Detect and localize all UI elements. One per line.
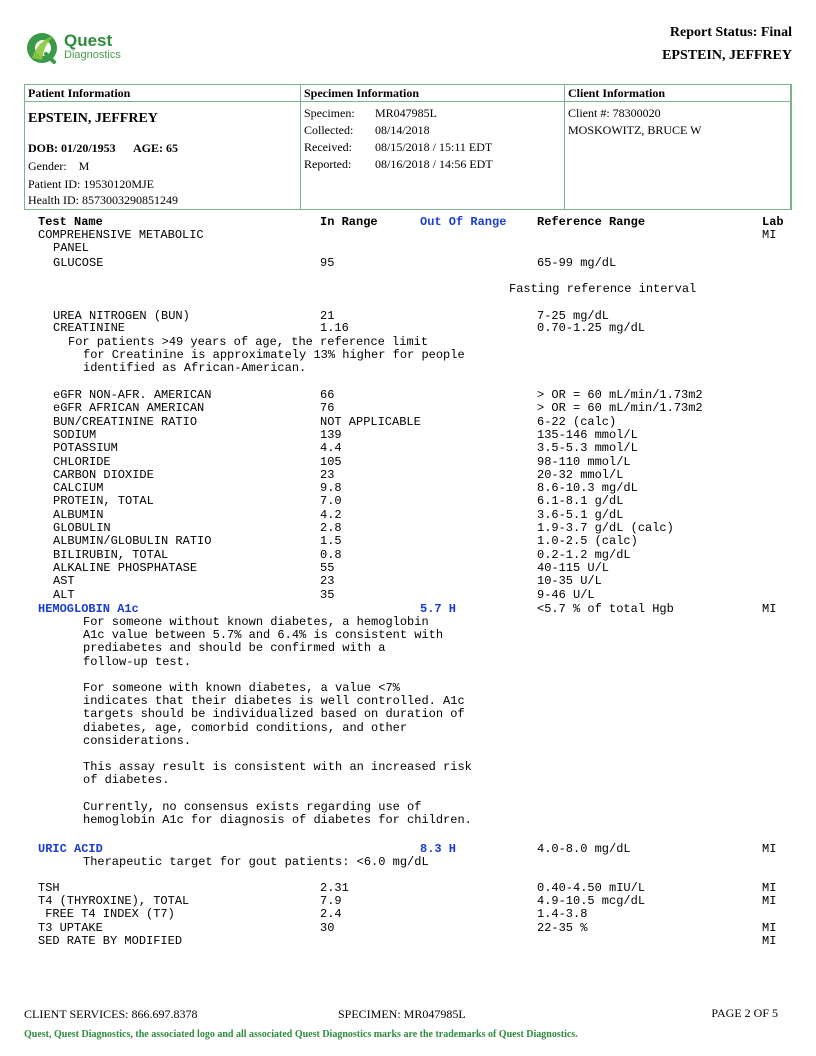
- thyroid-value: 2.4: [320, 907, 342, 922]
- creatinine-note-3: identified as African-American.: [83, 361, 307, 375]
- result-name: BILIRUBIN, TOTAL: [53, 547, 169, 562]
- result-value: 23: [320, 467, 335, 482]
- thyroid-ref: 4.9-10.5 mcg/dL: [537, 894, 646, 909]
- result-ref: 1.9-3.7 g/dL (calc): [537, 521, 674, 535]
- result-name: CHLORIDE: [53, 454, 111, 469]
- thyroid-lab: MI: [762, 881, 777, 895]
- col-reference-range: Reference Range: [537, 215, 646, 229]
- specimen-value: MR047985L: [375, 106, 438, 120]
- result-name: AST: [53, 574, 75, 589]
- patient-name: EPSTEIN, JEFFREY: [28, 111, 158, 126]
- cmp-lab: MI: [762, 228, 777, 242]
- header-patient-name: EPSTEIN, JEFFREY: [662, 48, 792, 63]
- a1c-ref: <5.7 % of total Hgb: [537, 602, 674, 616]
- patient-gender: Gender: M: [28, 159, 90, 173]
- a1c-note-line: targets should be individualized based on duration of: [83, 707, 465, 722]
- result-name: eGFR AFRICAN AMERICAN: [53, 401, 205, 416]
- thyroid-name: T3 UPTAKE: [38, 920, 103, 935]
- result-value: 23: [320, 574, 335, 589]
- footer-client-services: CLIENT SERVICES: 866.697.8378: [24, 1007, 198, 1021]
- result-ref: 6.1-8.1 g/dL: [537, 494, 624, 509]
- result-name: PROTEIN, TOTAL: [53, 494, 154, 509]
- received-label: Received:: [304, 140, 352, 154]
- info-table: [24, 84, 792, 210]
- result-value: 9.8: [320, 481, 342, 496]
- reported-label: Reported:: [304, 157, 352, 171]
- a1c-note-line: considerations.: [83, 733, 192, 748]
- reported-value: 08/16/2018 / 14:56 EDT: [375, 157, 493, 171]
- col-lab: Lab: [762, 215, 784, 229]
- result-ref: 40-115 U/L: [537, 560, 610, 575]
- result-value: 139: [320, 427, 342, 442]
- patient-id: Patient ID: 19530120MJE: [28, 177, 154, 191]
- result-ref: > OR = 60 mL/min/1.73m2: [537, 388, 703, 402]
- creatinine-value: 1.16: [320, 321, 349, 335]
- result-value: 2.8: [320, 521, 342, 535]
- thyroid-name: FREE T4 INDEX (T7): [38, 907, 175, 922]
- cmp-title-1: COMPREHENSIVE METABOLIC: [38, 228, 204, 242]
- thyroid-ref: 22-35 %: [537, 920, 588, 935]
- glucose-ref: 65-99 mg/dL: [537, 256, 617, 270]
- result-ref: > OR = 60 mL/min/1.73m2: [537, 401, 703, 416]
- result-value: 35: [320, 587, 335, 602]
- thyroid-ref: 1.4-3.8: [537, 907, 588, 922]
- result-value: 0.8: [320, 547, 342, 562]
- footer-page-number: PAGE 2 OF 5: [711, 1006, 778, 1020]
- result-value: 4.2: [320, 507, 342, 522]
- thyroid-ref: 0.40-4.50 mIU/L: [537, 881, 646, 895]
- patient-dob-age: DOB: 01/20/1953 AGE: 65: [28, 141, 179, 155]
- patient-information: [25, 85, 301, 209]
- result-value: 4.4: [320, 441, 342, 456]
- specimen-information: [301, 85, 565, 209]
- creatinine-name: CREATININE: [53, 321, 126, 335]
- result-value: 76: [320, 401, 335, 416]
- collected-label: Collected:: [304, 123, 354, 137]
- collected-value: 08/14/2018: [375, 123, 430, 137]
- result-ref: 3.5-5.3 mmol/L: [537, 441, 638, 456]
- result-ref: 1.0-2.5 (calc): [537, 534, 638, 549]
- health-id: Health ID: 8573003290851249: [28, 193, 178, 207]
- result-ref: 3.6-5.1 g/dL: [537, 507, 624, 522]
- a1c-name: HEMOGLOBIN A1c: [38, 602, 139, 616]
- thyroid-name: SED RATE BY MODIFIED: [38, 933, 183, 948]
- result-ref: 8.6-10.3 mg/dL: [537, 481, 638, 496]
- result-name: BUN/CREATININE RATIO: [53, 414, 198, 429]
- a1c-note-line: Currently, no consensus exists regarding use of: [83, 799, 422, 814]
- quest-logo: [24, 26, 154, 70]
- result-value: NOT APPLICABLE: [320, 414, 421, 429]
- report-status: Report Status: Final: [669, 25, 792, 40]
- a1c-note-line: For someone without known diabetes, a hemoglobin: [83, 615, 429, 629]
- result-value: 1.5: [320, 534, 342, 549]
- quest-logo-icon: [24, 30, 60, 66]
- thyroid-name: T4 (THYROXINE), TOTAL: [38, 894, 190, 909]
- a1c-note-line: indicates that their diabetes is well controlled. A1c: [83, 694, 465, 709]
- glucose-name: GLUCOSE: [53, 256, 104, 270]
- bun-ref: 7-25 mg/dL: [537, 309, 610, 323]
- result-value: 7.0: [320, 494, 342, 509]
- result-name: POTASSIUM: [53, 441, 118, 456]
- result-value: 105: [320, 454, 342, 469]
- bun-value: 21: [320, 309, 335, 323]
- col-out-of-range: Out Of Range: [420, 215, 507, 229]
- logo-sub: Diagnostics: [64, 49, 121, 61]
- a1c-note-line: hemoglobin A1c for diagnosis of diabetes for children.: [83, 813, 472, 827]
- result-ref: 0.2-1.2 mg/dL: [537, 547, 631, 562]
- result-name: ALT: [53, 587, 75, 602]
- thyroid-value: 2.31: [320, 881, 349, 895]
- uric-ref: 4.0-8.0 mg/dL: [537, 842, 631, 856]
- footer-trademark: Quest, Quest Diagnostics, the associated logo and all associated Quest Diagnostics marks are the trademarks of Quest Diagnostics.: [24, 1029, 578, 1040]
- col-test-name: Test Name: [38, 215, 103, 229]
- result-ref: 9-46 U/L: [537, 587, 595, 602]
- result-name: ALBUMIN/GLOBULIN RATIO: [53, 534, 212, 549]
- thyroid-lab: MI: [762, 920, 777, 935]
- specimen-info-heading: Specimen Information: [301, 85, 564, 102]
- a1c-note-line: of diabetes.: [83, 773, 170, 788]
- client-info-heading: Client Information: [565, 85, 790, 102]
- client-information: [565, 85, 791, 209]
- result-ref: 20-32 mmol/L: [537, 467, 624, 482]
- thyroid-value: 7.9: [320, 894, 342, 909]
- glucose-value: 95: [320, 256, 335, 270]
- patient-info-heading: Patient Information: [25, 85, 300, 102]
- uric-value: 8.3 H: [420, 842, 457, 856]
- a1c-note-line: For someone with known diabetes, a value <7%: [83, 681, 400, 695]
- glucose-note: Fasting reference interval: [509, 282, 697, 296]
- result-ref: 6-22 (calc): [537, 414, 617, 429]
- thyroid-lab: MI: [762, 894, 777, 909]
- creatinine-note-2: for Creatinine is approximately 13% higher for people: [83, 348, 465, 362]
- received-value: 08/15/2018 / 15:11 EDT: [375, 140, 493, 154]
- uric-note: Therapeutic target for gout patients: <6.0 mg/dL: [83, 855, 429, 869]
- a1c-value: 5.7 H: [420, 602, 457, 616]
- col-in-range: In Range: [320, 215, 378, 229]
- cmp-title-2: PANEL: [53, 241, 90, 255]
- result-name: CARBON DIOXIDE: [53, 467, 154, 482]
- thyroid-name: TSH: [38, 881, 60, 895]
- a1c-note-line: prediabetes and should be confirmed with a: [83, 641, 386, 656]
- result-name: ALKALINE PHOSPHATASE: [53, 560, 198, 575]
- result-name: CALCIUM: [53, 481, 104, 496]
- result-ref: 135-146 mmol/L: [537, 427, 638, 442]
- result-name: SODIUM: [53, 427, 97, 442]
- result-ref: 10-35 U/L: [537, 574, 602, 589]
- client-number: Client #: 78300020: [568, 106, 661, 120]
- creatinine-ref: 0.70-1.25 mg/dL: [537, 321, 646, 335]
- logo-word: Quest: [64, 31, 113, 50]
- bun-name: UREA NITROGEN (BUN): [53, 309, 190, 323]
- result-ref: 98-110 mmol/L: [537, 454, 631, 469]
- a1c-note-line: follow-up test.: [83, 654, 192, 669]
- thyroid-value: 30: [320, 920, 335, 935]
- result-name: GLOBULIN: [53, 521, 111, 535]
- footer-specimen: SPECIMEN: MR047985L: [338, 1007, 466, 1021]
- result-value: 55: [320, 560, 335, 575]
- thyroid-lab: MI: [762, 933, 777, 948]
- result-name: eGFR NON-AFR. AMERICAN: [53, 388, 212, 402]
- a1c-note-line: This assay result is consistent with an increased risk: [83, 760, 472, 775]
- a1c-note-line: diabetes, age, comorbid conditions, and other: [83, 720, 408, 735]
- uric-name: URIC ACID: [38, 842, 103, 856]
- result-name: ALBUMIN: [53, 507, 104, 522]
- a1c-lab: MI: [762, 602, 777, 616]
- creatinine-note-1: For patients >49 years of age, the reference limit: [68, 335, 429, 349]
- result-value: 66: [320, 388, 335, 402]
- specimen-label: Specimen:: [304, 106, 355, 120]
- a1c-note-line: A1c value between 5.7% and 6.4% is consistent with: [83, 628, 444, 643]
- uric-lab: MI: [762, 842, 777, 856]
- client-physician: MOSKOWITZ, BRUCE W: [568, 123, 702, 137]
